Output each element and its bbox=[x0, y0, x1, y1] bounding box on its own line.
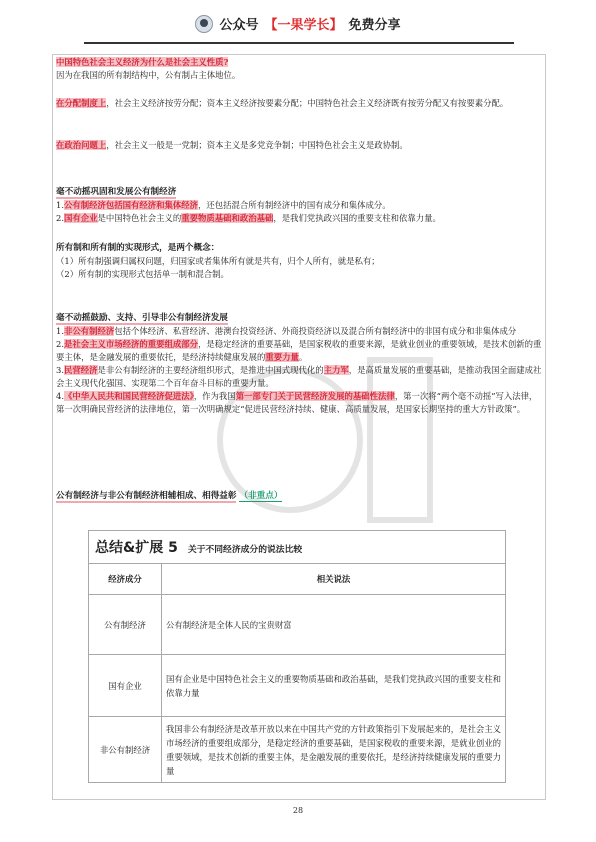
concept-line-2: （2）所有制的实现形式包括单一制和混合制。 bbox=[56, 269, 229, 279]
header-title bbox=[195, 14, 400, 33]
page-header bbox=[0, 14, 596, 42]
summary-table bbox=[88, 530, 506, 783]
header-divider bbox=[84, 42, 514, 44]
public-item-2: 2.国有企业是中国特色社会主义的重要物质基础和政治基础，是我们党执政兴国的重要支柱和依靠力量。 bbox=[56, 213, 441, 223]
table-row bbox=[89, 655, 506, 717]
column-header-statement: 相关说法 bbox=[162, 564, 506, 595]
non-public-item-2: 2.是社会主义市场经济的重要组成部分，是稳定经济的重要基础，是国家税收的重要来源，是就业创业的重要领域，是技术创新的重要主体，是金融发展的重要依托，是经济持续健康发展的重要力量。 bbox=[56, 339, 542, 362]
q1-distribution: 在分配制度上，社会主义经济按劳分配；资本主义经济按要素分配；中国特色社会主义经济既有按劳分配又有按要素分配。 bbox=[56, 98, 509, 108]
header-suffix: 免费分享 bbox=[348, 18, 401, 33]
header-prefix: 公众号 bbox=[219, 18, 259, 33]
public-item-1: 1.公有制经济包括国有经济和集体经济，还包括混合所有制经济中的国有成分和集体成分。 bbox=[56, 200, 391, 210]
table-row bbox=[89, 717, 506, 783]
non-public-item-4: 4.《中华人民共和国民营经济促进法》，作为我国第一部专门关于民营经济发展的基础性法律，第一次将“两个毫不动摇”写入法律，第一次明确民营经济的法律地位，第一次明确规定“促进民营经济持续、健康、高质量发展，是国家长期坚持的重大方针政策”。 bbox=[56, 391, 538, 414]
non-public-item-1: 1.非公有制经济包括个体经济、私营经济、港澳台投资经济、外商投资经济以及混合所有制经济中的非国有成分和非集体成分 bbox=[56, 326, 517, 336]
q1-question: 中国特色社会主义经济为什么是社会主义性质? bbox=[56, 57, 229, 67]
table-row bbox=[89, 595, 506, 655]
header-brand: 【一果学长】 bbox=[264, 18, 343, 33]
section-public-ownership-heading: 毫不动摇巩固和发展公有制经济 bbox=[56, 187, 177, 197]
page-number: 28 bbox=[292, 806, 304, 815]
section-ownership-concept-heading: 所有制和所有制的实现形式，是两个概念： bbox=[56, 243, 220, 253]
section-complementary-heading: 公有制经济与非公有制经济相辅相成、相得益彰 （非重点） bbox=[56, 491, 283, 501]
column-header-type: 经济成分 bbox=[89, 564, 162, 595]
q1-answer: 因为在我国的所有制结构中，公有制占主体地位。 bbox=[56, 70, 241, 80]
row-name: 公有制经济 bbox=[89, 595, 162, 655]
avatar-icon bbox=[195, 15, 213, 33]
row-text: 公有制经济是全体人民的宝贵财富 bbox=[162, 595, 506, 655]
row-name: 非公有制经济 bbox=[89, 717, 162, 783]
non-public-item-3: 3.民营经济是非公有制经济的主要经济组织形式，是推进中国式现代化的主力军，是高质量发展的重要基础，是推动我国全面建成社会主义现代化强国、实现第二个百年奋斗目标的重要力量。 bbox=[56, 365, 542, 388]
section-non-public-heading: 毫不动摇鼓励、支持、引导非公有制经济发展 bbox=[56, 313, 228, 323]
concept-line-1: （1）所有制强调归属权问题，归国家或者集体所有就是共有，归个人所有，就是私有； bbox=[56, 256, 380, 266]
row-name: 国有企业 bbox=[89, 655, 162, 717]
row-text: 国有企业是中国特色社会主义的重要物质基础和政治基础，是我们党执政兴国的重要支柱和依靠力量 bbox=[162, 655, 506, 717]
q1-politics: 在政治问题上，社会主义一般是一党制；资本主义是多党竞争制；中国特色社会主义是政协制。 bbox=[56, 140, 408, 150]
row-text: 我国非公有制经济是改革开放以来在中国共产党的方针政策指引下发展起来的，是社会主义市场经济的重要组成部分，是稳定经济的重要基础，是国家税收的重要来源，是就业创业的重要领域，是技术创新的重要主体，是金融发展的重要依托，是经济持续健康发展的重要力量 bbox=[162, 717, 506, 783]
table-title: 总结&扩展 5 关于不同经济成分的说法比较 bbox=[89, 531, 506, 564]
